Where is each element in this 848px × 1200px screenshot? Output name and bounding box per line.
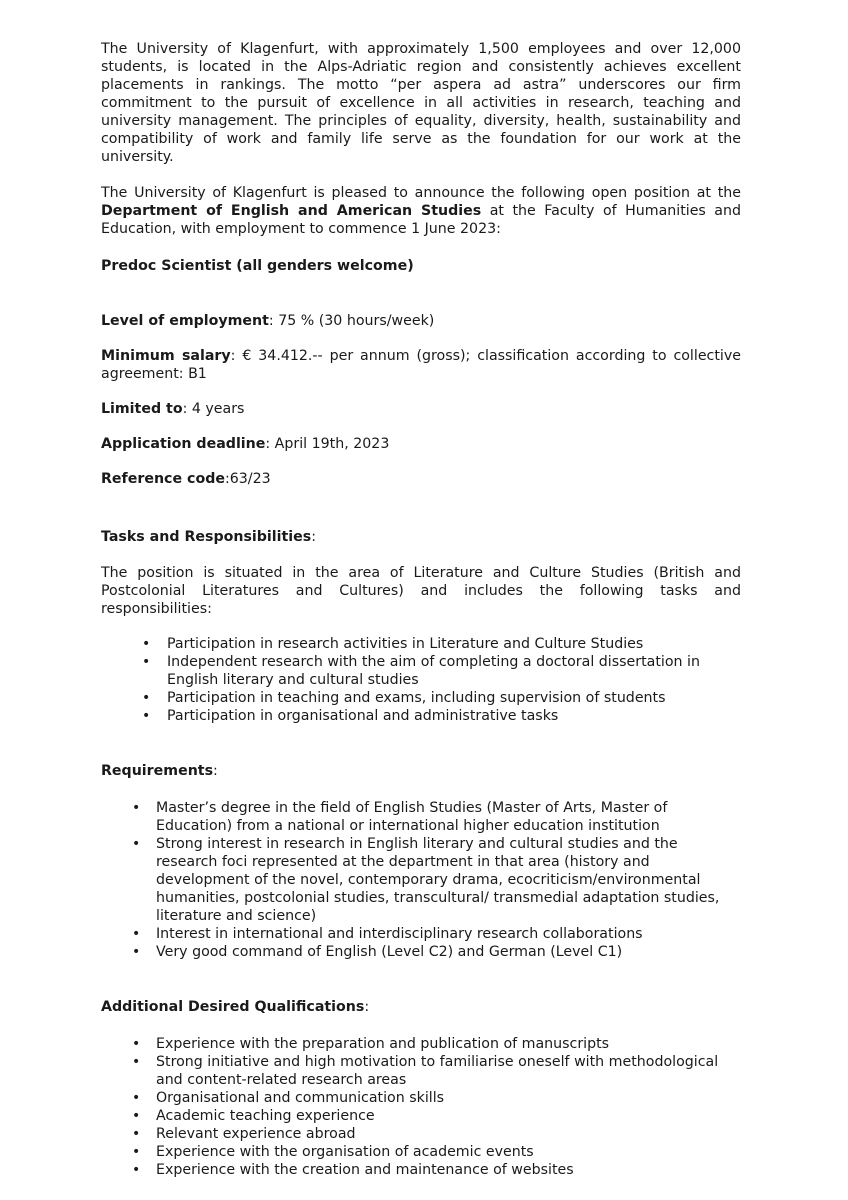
qualification-text: Experience with the creation and maintenance of websites bbox=[156, 1162, 574, 1178]
bullet-icon: • bbox=[132, 1090, 141, 1106]
level-label: Level of employment bbox=[101, 313, 269, 329]
requirements-heading-label: Requirements bbox=[101, 763, 214, 779]
list-item bbox=[101, 1143, 741, 1161]
announcement-paragraph bbox=[101, 184, 741, 238]
qualification-text: Experience with the organisation of academic events bbox=[156, 1144, 534, 1160]
requirements-heading-colon: : bbox=[213, 763, 218, 779]
list-item bbox=[101, 1035, 741, 1053]
requirement-text: Interest in international and interdisciplinary research collaborations bbox=[156, 926, 643, 942]
university-intro-paragraph: The University of Klagenfurt, with approximately 1,500 employees and over 12,000 students, is located in the Alps-Adriatic region and consistently achieves excellent placements in rankings. The motto “per aspera ad astra” underscores our firm commitment to the pursuit of excellence in all activities in research, teaching and university management. The principles of equality, diversity, health, sustainability and compatibility of work and family life serve as the foundation for our work at the university. bbox=[101, 41, 741, 165]
requirements-list bbox=[101, 799, 741, 961]
tasks-heading bbox=[101, 528, 741, 546]
bullet-icon: • bbox=[132, 944, 141, 960]
list-item bbox=[101, 707, 741, 725]
job-posting-page bbox=[101, 40, 741, 1179]
bullet-icon: • bbox=[142, 690, 151, 706]
additional-qualifications-heading bbox=[101, 998, 741, 1016]
bullet-icon: • bbox=[132, 1126, 141, 1142]
tasks-heading-label: Tasks and Responsibilities bbox=[101, 529, 312, 545]
bullet-icon: • bbox=[132, 1162, 141, 1178]
list-item bbox=[101, 1053, 741, 1089]
minimum-salary bbox=[101, 347, 741, 383]
tasks-heading-colon: : bbox=[311, 529, 316, 545]
position-title: Predoc Scientist (all genders welcome) bbox=[101, 258, 414, 274]
bullet-icon: • bbox=[132, 836, 141, 852]
task-text: Participation in research activities in Literature and Culture Studies bbox=[167, 636, 644, 652]
announcement-text-start: The University of Klagenfurt is pleased to announce the following open position at the bbox=[101, 185, 741, 201]
list-item bbox=[101, 799, 741, 835]
bullet-icon: • bbox=[132, 1054, 141, 1070]
qualification-text: Strong initiative and high motivation to familiarise oneself with methodological and content-related research areas bbox=[156, 1054, 719, 1088]
deadline-value: : April 19th, 2023 bbox=[265, 436, 390, 452]
additional-heading-colon: : bbox=[364, 999, 370, 1015]
reference-value: :63/23 bbox=[224, 471, 271, 487]
salary-label: Minimum salary bbox=[101, 348, 231, 364]
list-item bbox=[101, 635, 741, 653]
bullet-icon: • bbox=[132, 800, 141, 816]
bullet-icon: • bbox=[142, 636, 151, 652]
additional-heading-label: Additional Desired Qualifications bbox=[101, 999, 365, 1015]
reference-code bbox=[101, 470, 741, 488]
department-name: Department of English and American Studies bbox=[101, 203, 482, 219]
list-item bbox=[101, 1125, 741, 1143]
qualification-text: Organisational and communication skills bbox=[156, 1090, 445, 1106]
list-item bbox=[101, 835, 741, 925]
qualification-text: Relevant experience abroad bbox=[156, 1126, 356, 1142]
requirement-text: Master’s degree in the field of English Studies (Master of Arts, Master of Education) from a national or international higher education institution bbox=[156, 800, 668, 834]
list-item bbox=[101, 689, 741, 707]
announcement-text-end: at the Faculty of Humanities and Education, with employment to commence 1 June 2023: bbox=[101, 203, 741, 237]
limited-value: : 4 years bbox=[182, 401, 245, 417]
limited-label: Limited to bbox=[101, 401, 183, 417]
level-of-employment bbox=[101, 312, 741, 330]
list-item bbox=[101, 925, 741, 943]
limited-to bbox=[101, 400, 741, 418]
task-text: Participation in teaching and exams, including supervision of students bbox=[167, 690, 666, 706]
bullet-icon: • bbox=[132, 1108, 141, 1124]
additional-qualifications-list bbox=[101, 1035, 741, 1179]
task-text: Participation in organisational and administrative tasks bbox=[167, 708, 559, 724]
bullet-icon: • bbox=[132, 926, 141, 942]
list-item bbox=[101, 943, 741, 961]
requirement-text: Very good command of English (Level C2) and German (Level C1) bbox=[156, 944, 623, 960]
reference-label: Reference code bbox=[101, 471, 225, 487]
bullet-icon: • bbox=[142, 708, 151, 724]
salary-value: : € 34.412.-- per annum (gross); classification according to collective agreement: B1 bbox=[101, 348, 741, 382]
qualification-text: Experience with the preparation and publication of manuscripts bbox=[156, 1036, 610, 1052]
list-item bbox=[101, 1161, 741, 1179]
list-item bbox=[101, 1107, 741, 1125]
task-text: Independent research with the aim of completing a doctoral dissertation in English literary and cultural studies bbox=[167, 654, 700, 688]
requirements-heading bbox=[101, 762, 741, 780]
application-deadline bbox=[101, 435, 741, 453]
bullet-icon: • bbox=[132, 1144, 141, 1160]
requirement-text: Strong interest in research in English literary and cultural studies and the research foci represented at the department in that area (history and development of the novel, contemporary drama, ecocriticism/environmental humanities, postcolonial studies, transcultural/ transmedial adaptation studies, literature and science) bbox=[156, 836, 720, 924]
tasks-intro: The position is situated in the area of Literature and Culture Studies (British and Postcolonial Literatures and Cultures) and includes the following tasks and responsibilities: bbox=[101, 565, 741, 617]
list-item bbox=[101, 653, 741, 689]
bullet-icon: • bbox=[132, 1036, 141, 1052]
list-item bbox=[101, 1089, 741, 1107]
qualification-text: Academic teaching experience bbox=[156, 1108, 375, 1124]
bullet-icon: • bbox=[142, 654, 151, 670]
deadline-label: Application deadline bbox=[101, 436, 266, 452]
level-value: : 75 % (30 hours/week) bbox=[268, 313, 435, 329]
tasks-list bbox=[101, 635, 741, 725]
